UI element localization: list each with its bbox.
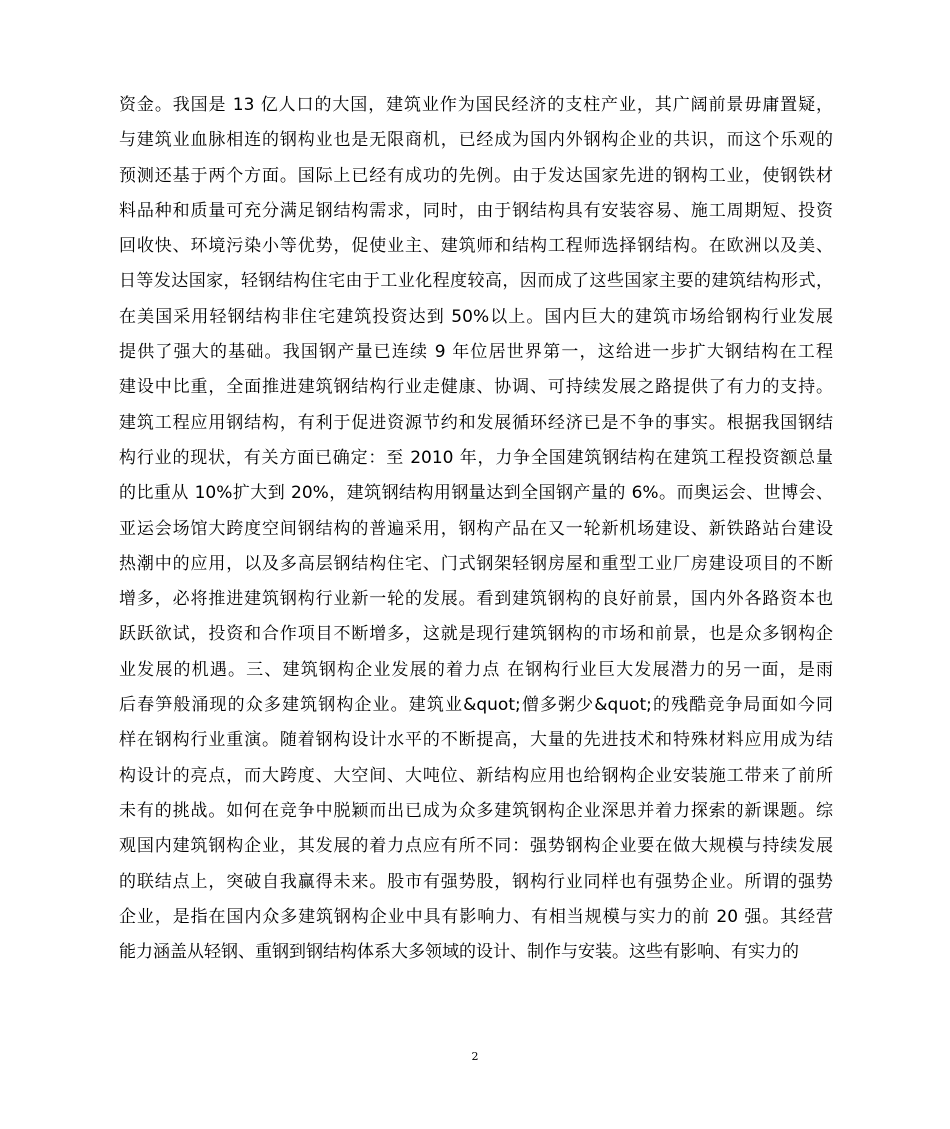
- text-line: 能力涵盖从轻钢、重钢到钢结构体系大多领域的设计、制作与安装。这些有影响、有实力的: [119, 942, 799, 963]
- text-line: 预测还基于两个方面。国际上已经有成功的先例。由于发达国家先进的钢构工业，使钢铁材: [119, 165, 833, 186]
- body-paragraph: [119, 88, 833, 970]
- text-line: 构设计的亮点，而大跨度、大空间、大吨位、新结构应用也给钢构企业安装施工带来了前所: [119, 765, 833, 786]
- text-line: 后春笋般涌现的众多建筑钢构企业。建筑业&quot;僧多粥少&quot;的残酷竞争局面如今同: [119, 695, 833, 716]
- text-line: 亚运会场馆大跨度空间钢结构的普遍采用，钢构产品在又一轮新机场建设、新铁路站台建设: [119, 518, 833, 539]
- text-line: 建设中比重，全面推进建筑钢结构行业走健康、协调、可持续发展之路提供了有力的支持。: [119, 377, 833, 398]
- text-line: 业发展的机遇。三、建筑钢构企业发展的着力点 在钢构行业巨大发展潜力的另一面，是雨: [119, 659, 833, 680]
- text-line: 日等发达国家，轻钢结构住宅由于工业化程度较高，因而成了这些国家主要的建筑结构形式，: [119, 271, 833, 292]
- text-line: 观国内建筑钢构企业，其发展的着力点应有所不同：强势钢构企业要在做大规模与持续发展: [119, 836, 833, 857]
- text-line: 资金。我国是 13 亿人口的大国，建筑业作为国民经济的支柱产业，其广阔前景毋庸置疑，: [119, 95, 833, 115]
- text-line: 热潮中的应用，以及多高层钢结构住宅、门式钢架轻钢房屋和重型工业厂房建设项目的不断: [119, 553, 833, 574]
- text-line: 的比重从 10%扩大到 20%，建筑钢结构用钢量达到全国钢产量的 6%。而奥运会、世博会、: [119, 483, 833, 504]
- text-line: 未有的挑战。如何在竞争中脱颖而出已成为众多建筑钢构企业深思并着力探索的新课题。综: [119, 800, 833, 821]
- text-line: 提供了强大的基础。我国钢产量已连续 9 年位居世界第一，这给进一步扩大钢结构在工程: [119, 342, 833, 363]
- page-number: 2: [471, 1050, 479, 1063]
- text-line: 在美国采用轻钢结构非住宅建筑投资达到 50%以上。国内巨大的建筑市场给钢构行业发展: [119, 306, 833, 327]
- text-line: 增多，必将推进建筑钢构行业新一轮的发展。看到建筑钢构的良好前景，国内外各路资本也: [119, 589, 833, 610]
- text-line: 回收快、环境污染小等优势，促使业主、建筑师和结构工程师选择钢结构。在欧洲以及美、: [119, 236, 833, 257]
- text-line: 的联结点上，突破自我赢得未来。股市有强势股，钢构行业同样也有强势企业。所谓的强势: [119, 871, 833, 892]
- text-line: 建筑工程应用钢结构，有利于促进资源节约和发展循环经济已是不争的事实。根据我国钢结: [119, 412, 833, 433]
- text-line: 样在钢构行业重演。随着钢构设计水平的不断提高，大量的先进技术和特殊材料应用成为结: [119, 730, 833, 751]
- text-line: 企业，是指在国内众多建筑钢构企业中具有影响力、有相当规模与实力的前 20 强。其经营: [119, 906, 833, 927]
- text-line: 构行业的现状，有关方面已确定：至 2010 年，力争全国建筑钢结构在建筑工程投资额总量: [119, 447, 833, 468]
- text-line: 与建筑业血脉相连的钢构业也是无限商机，已经成为国内外钢构企业的共识，而这个乐观的: [119, 130, 833, 151]
- text-line: 跃跃欲试，投资和合作项目不断增多，这就是现行建筑钢构的市场和前景，也是众多钢构企: [119, 624, 833, 645]
- text-line: 料品种和质量可充分满足钢结构需求，同时，由于钢结构具有安装容易、施工周期短、投资: [119, 200, 833, 221]
